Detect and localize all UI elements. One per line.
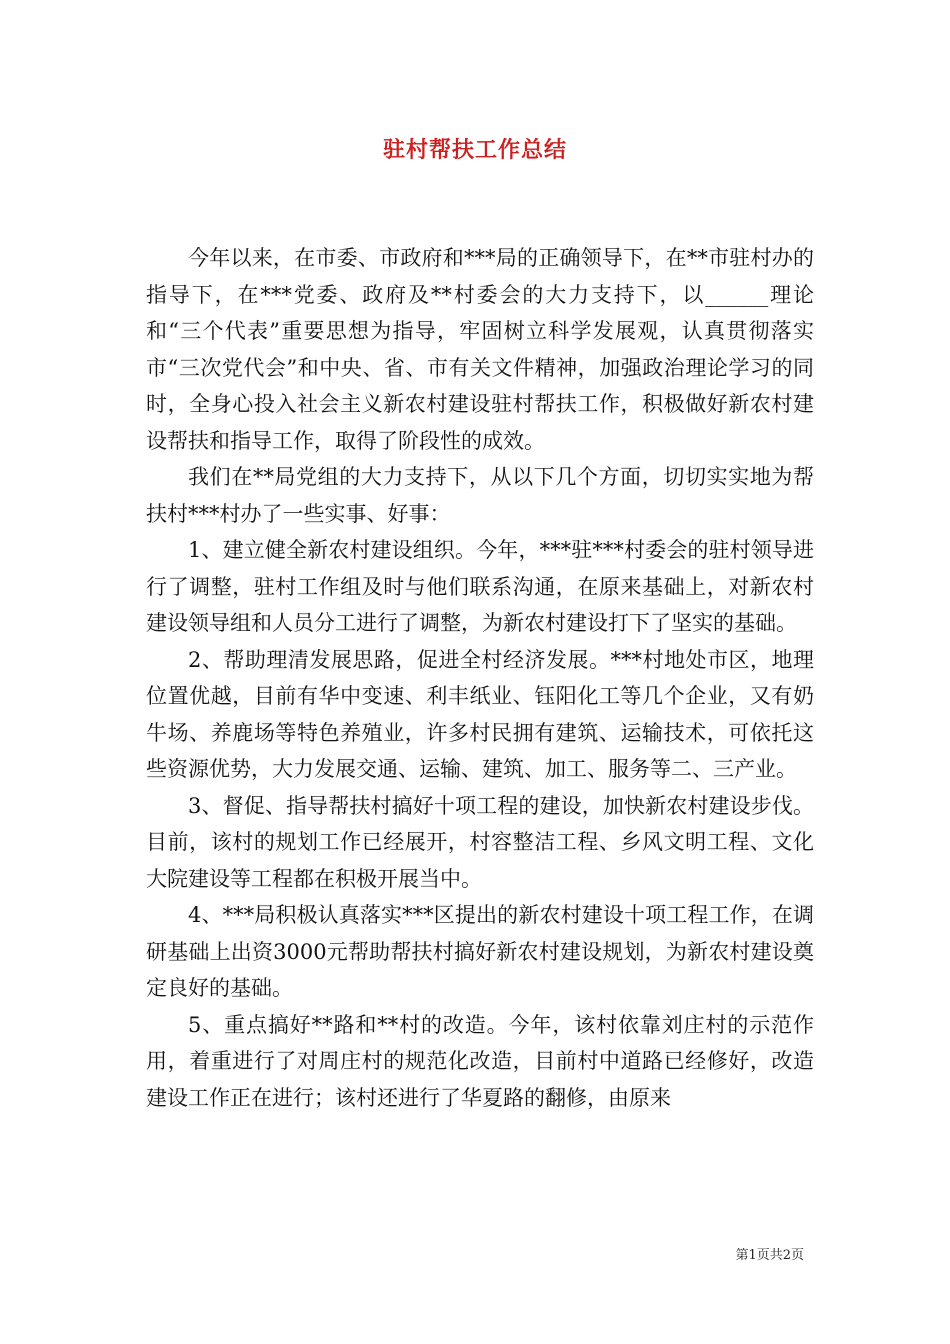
document-body	[146, 240, 814, 1116]
page-number-footer: 第1页共2页	[735, 1248, 804, 1263]
paragraph-item-1: 1、建立健全新农村建设组织。今年，***驻***村委会的驻村领导进行了调整，驻村工作组及时与他们联系沟通，在原来基础上，对新农村建设领导组和人员分工进行了调整，为新农村建设打下了坚实的基础。	[146, 538, 814, 635]
document-title: 驻村帮扶工作总结	[382, 137, 567, 163]
paragraph-item-2: 2、帮助理清发展思路，促进全村经济发展。***村地处市区，地理位置优越，目前有华中变速、利丰纸业、钰阳化工等几个企业，又有奶牛场、养鹿场等特色养殖业，许多村民拥有建筑、运输技术，可依托这些资源优势，大力发展交通、运输、建筑、加工、服务等二、三产业。	[146, 647, 814, 781]
paragraph-item-5: 5、重点搞好**路和**村的改造。今年，该村依靠刘庄村的示范作用，着重进行了对周庄村的规范化改造，目前村中道路已经修好，改造建设工作正在进行；该村还进行了华夏路的翻修，由原来	[146, 1012, 814, 1110]
paragraph-overview: 我们在**局党组的大力支持下，从以下几个方面，切切实实地为帮扶村***村办了一些实事、好事：	[146, 465, 814, 526]
paragraph-item-3: 3、督促、指导帮扶村搞好十项工程的建设，加快新农村建设步伐。目前，该村的规划工作已经展开，村容整洁工程、乡风文明工程、文化大院建设等工程都在积极开展当中。	[146, 793, 814, 891]
paragraph-item-4: 4、***局积极认真落实***区提出的新农村建设十项工程工作，在调研基础上出资3000元帮助帮扶村搞好新农村建设规划，为新农村建设奠定良好的基础。	[146, 903, 814, 1000]
paragraph-intro: 今年以来，在市委、市政府和***局的正确领导下，在**市驻村办的指导下，在***党委、政府及**村委会的大力支持下，以______理论和“三个代表”重要思想为指导，牢固树立科学发展观，认真贯彻落实市“三次党代会”和中央、省、市有关文件精神，加强政治理论学习的同时，全身心投入社会主义新农村建设驻村帮扶工作，积极做好新农村建设帮扶和指导工作，取得了阶段性的成效。	[146, 246, 814, 453]
